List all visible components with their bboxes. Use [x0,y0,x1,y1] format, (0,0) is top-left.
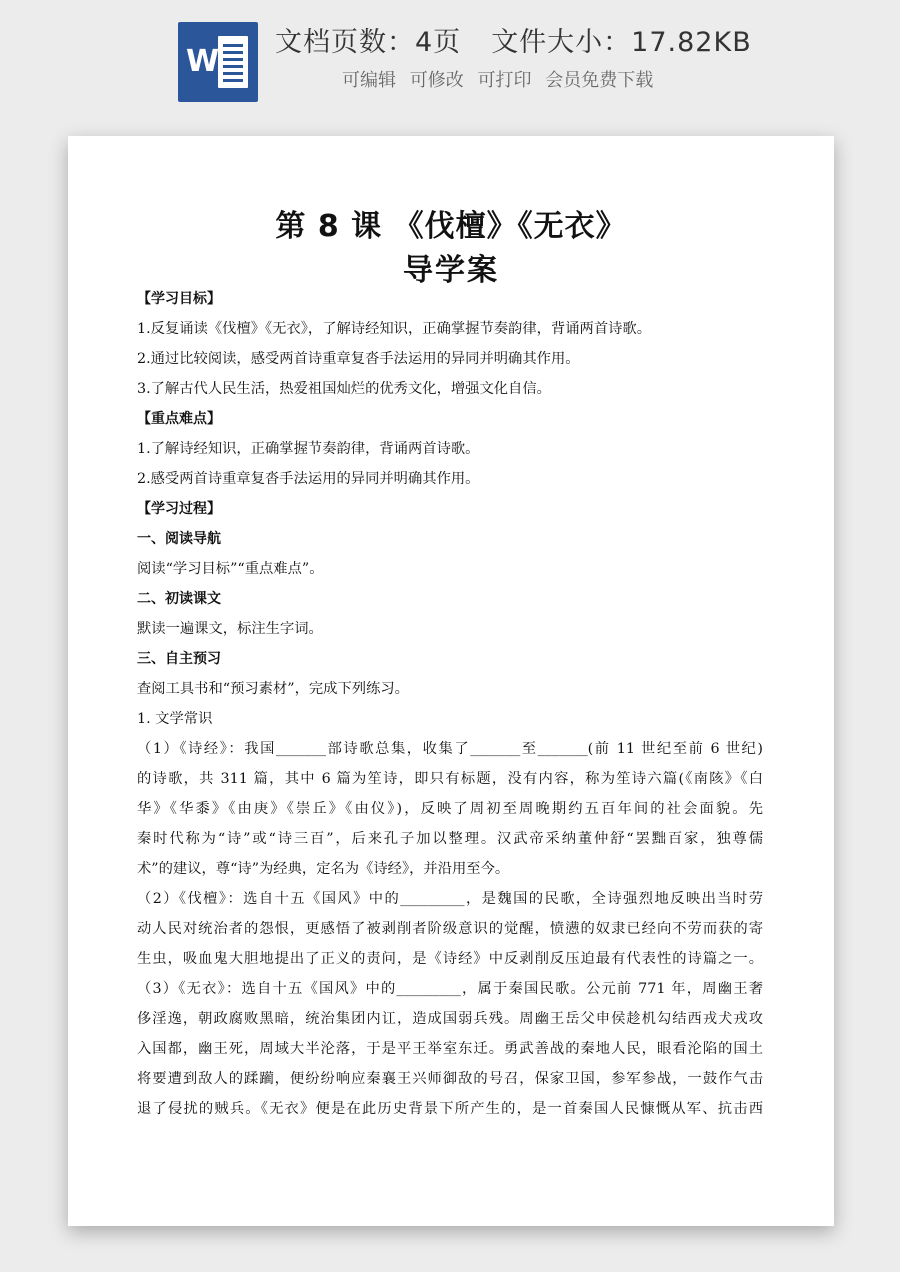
subheading-reading-guide: 一、阅读导航 [137,531,221,547]
file-meta [275,20,752,59]
paragraph-line: 生虫，吸血鬼大胆地提出了正义的责问，是《诗经》中反剥削反压迫最有代表性的诗篇之一。 [137,951,763,967]
section-heading-goals: 【学习目标】 [137,291,221,307]
word-document-icon [178,22,258,102]
paragraph-line: （3）《无衣》：选自十五《国风》中的_________，属于秦国民歌。公元前 771 年，周幽王奢 [137,981,763,997]
goal-item: 1.反复诵读《伐檀》《无衣》，了解诗经知识，正确掌握节奏韵律，背诵两首诗歌。 [137,321,652,337]
document-subtitle: 导学案 [403,253,499,288]
document-body [137,284,763,1124]
download-banner [0,0,900,120]
page-count: 文档页数：4页 [275,27,462,58]
paragraph-line: 华》《华黍》《由庚》《崇丘》《由仪》)，反映了周初至周晚期约五百年间的社会面貌。先 [137,801,763,817]
feature-list [342,66,661,92]
feature-printable: 可打印 [477,70,532,91]
document-page [68,136,834,1226]
key-point-item: 1.了解诗经知识，正确掌握节奏韵律，背诵两首诗歌。 [137,441,480,457]
paragraph-line: 阅读“学习目标”“重点难点”。 [137,561,324,577]
paragraph-line: （2）《伐檀》：选自十五《国风》中的_________，是魏国的民歌，全诗强烈地反映出当时劳 [137,891,763,907]
file-size: 文件大小：17.82KB [491,27,752,58]
paragraph-line: 退了侵扰的贼兵。《无衣》便是在此历史背景下所产生的，是一首秦国人民慷慨从军、抗击西 [137,1101,763,1117]
exercise-heading: 1. 文学常识 [137,711,213,727]
word-icon-letter: W [186,44,220,79]
paragraph-line: 秦时代称为“诗”或“诗三百”，后来孔子加以整理。汉武帝采纳董仲舒“罢黜百家，独尊儒 [137,831,763,847]
subheading-self-preview: 三、自主预习 [137,651,221,667]
paragraph-line: 的诗歌，共 311 篇，其中 6 篇为笙诗，即只有标题，没有内容，称为笙诗六篇(《南陔》《白 [137,771,763,787]
paragraph-line: （1）《诗经》：我国_______部诗歌总集，收集了_______至_______(前 11 世纪至前 6 世纪) [137,741,763,757]
feature-modifiable: 可修改 [409,70,464,91]
paragraph-line: 侈淫逸，朝政腐败黑暗，统治集团内讧，造成国弱兵残。周幽王岳父申侯趁机勾结西戎犬戎攻 [137,1011,763,1027]
section-heading-process: 【学习过程】 [137,501,221,517]
feature-editable: 可编辑 [342,70,396,91]
paragraph-line: 入国都，幽王死，周域大半沦落，于是平王举室东迁。勇武善战的秦地人民，眼看沦陷的国土 [137,1041,763,1057]
paragraph-line: 术”的建议，尊“诗”为经典，定名为《诗经》，并沿用至今。 [137,861,510,877]
paragraph-line: 查阅工具书和“预习素材”，完成下列练习。 [137,681,409,697]
paragraph-line: 将要遭到敌人的蹂躏，便纷纷响应秦襄王兴师御敌的号召，保家卫国，参军参战，一鼓作气击 [137,1071,763,1087]
paragraph-line: 动人民对统治者的怨恨，更感悟了被剥削者阶级意识的觉醒，愤懑的奴隶已经向不劳而获的寄 [137,921,763,937]
subheading-first-reading: 二、初读课文 [137,591,221,607]
document-title: 第 8 课 《伐檀》《无衣》 [275,209,627,244]
goal-item: 3.了解古代人民生活，热爱祖国灿烂的优秀文化，增强文化自信。 [137,381,551,397]
key-point-item: 2.感受两首诗重章复沓手法运用的异同并明确其作用。 [137,471,480,487]
feature-member-download: 会员免费下载 [545,70,654,91]
section-heading-key-points: 【重点难点】 [137,411,221,427]
paragraph-line: 默读一遍课文，标注生字词。 [137,621,323,637]
goal-item: 2.通过比较阅读，感受两首诗重章复沓手法运用的异同并明确其作用。 [137,351,580,367]
